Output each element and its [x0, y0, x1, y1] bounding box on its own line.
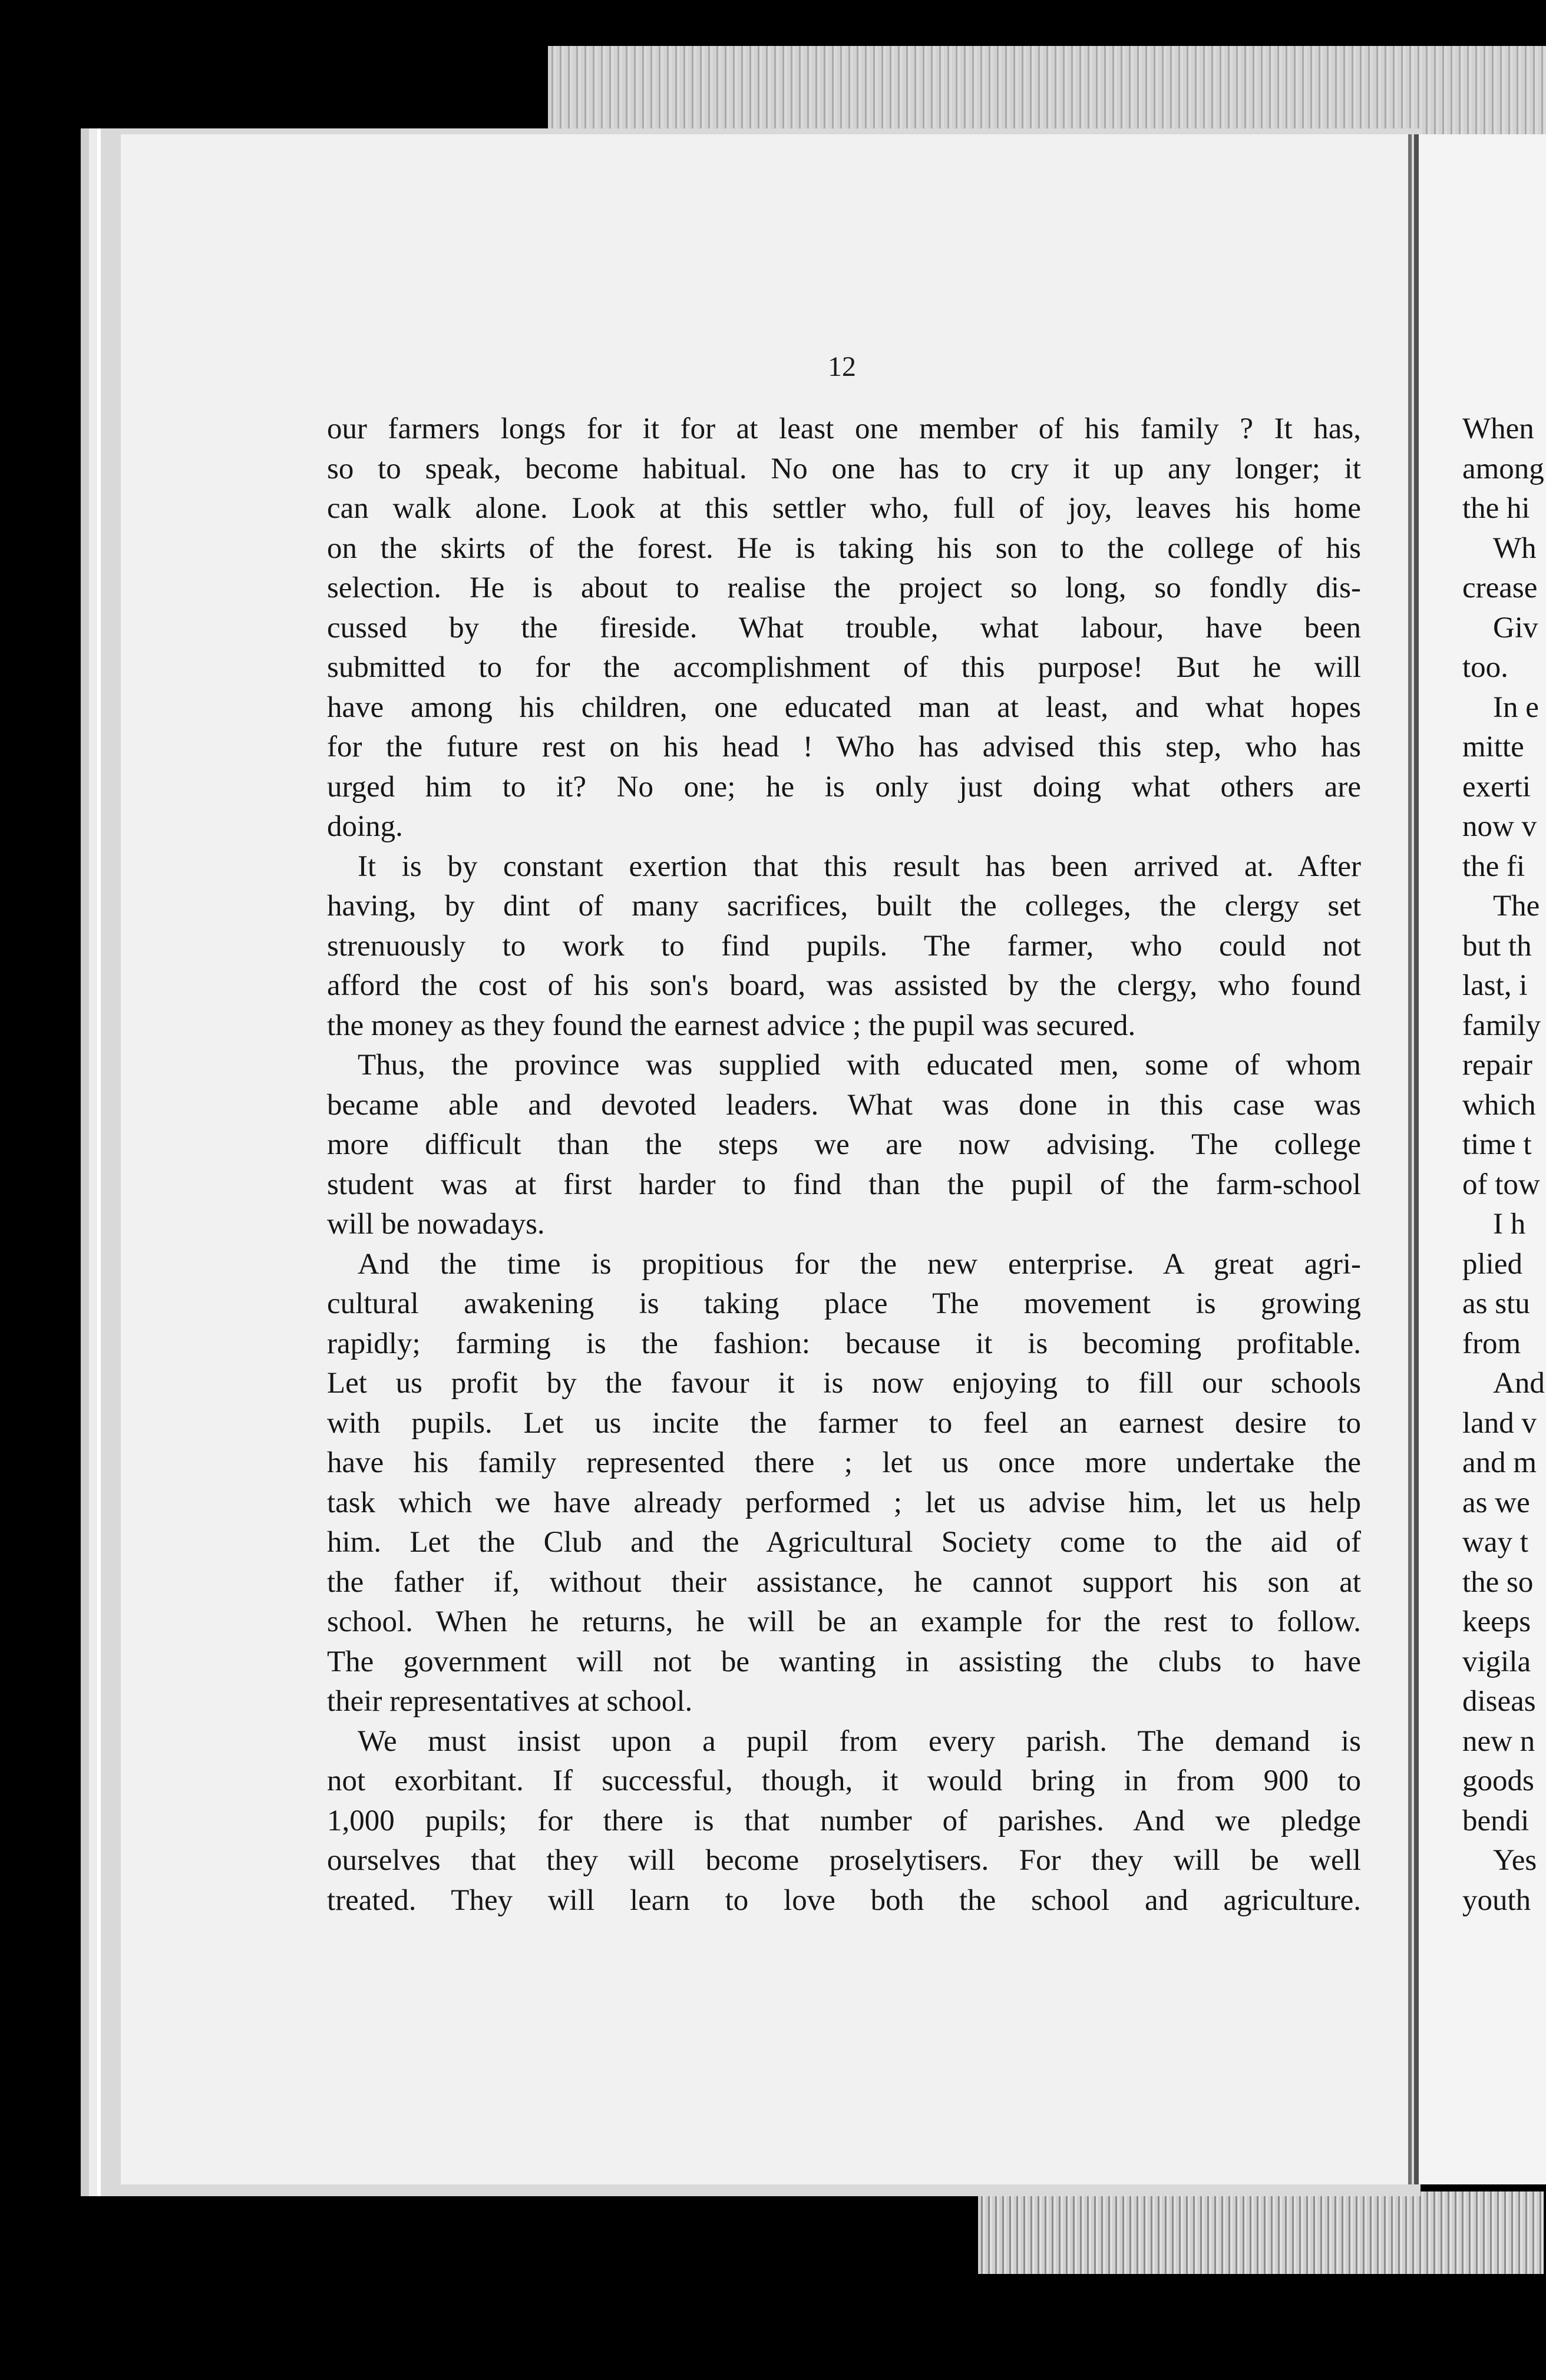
fragment-line: The — [1493, 890, 1540, 923]
text-line: the father if, without their assistance, he cannot support his son at — [327, 1565, 1361, 1599]
text-line: strenuously to work to find pupils. The farmer, who could not — [327, 929, 1361, 963]
fragment-line: plied — [1462, 1247, 1522, 1281]
text-line: so to speak, become habitual. No one has to cry it up any longer; it — [327, 452, 1361, 485]
text-line: afford the cost of his son's board, was assisted by the clergy, who found — [327, 969, 1361, 1002]
fragment-line: of tow — [1462, 1168, 1540, 1201]
text-line: Thus, the province was supplied with educated men, some of whom — [358, 1049, 1361, 1082]
text-line: And the time is propitious for the new enterprise. A great agri- — [358, 1247, 1361, 1281]
fragment-line: youth — [1462, 1883, 1531, 1917]
text-line: became able and devoted leaders. What was done in this case was — [327, 1088, 1361, 1122]
fragment-line: from — [1462, 1327, 1521, 1360]
fragment-line: goods — [1462, 1764, 1534, 1797]
text-line: ourselves that they will become proselytisers. For they will be well — [327, 1844, 1361, 1877]
fragment-line: as we — [1462, 1486, 1530, 1519]
text-line: 1,000 pupils; for there is that number of parishes. And we pledge — [327, 1804, 1361, 1837]
text-line: on the skirts of the forest. He is taking his son to the college of his — [327, 531, 1361, 565]
fragment-line: time t — [1462, 1128, 1532, 1161]
fragment-line: And — [1493, 1367, 1545, 1400]
text-line: The government will not be wanting in assisting the clubs to have — [327, 1645, 1361, 1678]
fragment-line: mitte — [1462, 730, 1524, 763]
text-line: having, by dint of many sacrifices, built the colleges, the clergy set — [327, 890, 1361, 923]
text-line: our farmers longs for it for at least one member of his family ? It has, — [327, 412, 1361, 445]
fragment-line: Yes — [1493, 1844, 1537, 1877]
page-body-text — [327, 409, 1361, 1920]
text-line: urged him to it? No one; he is only just doing what others are — [327, 770, 1361, 804]
text-line: selection. He is about to realise the project so long, so fondly dis- — [327, 571, 1361, 604]
fragment-line: Wh — [1493, 531, 1537, 565]
fragment-line: which — [1462, 1088, 1536, 1122]
text-line: not exorbitant. If successful, though, it would bring in from 900 to — [327, 1764, 1361, 1797]
text-line: can walk alone. Look at this settler who, full of joy, leaves his home — [327, 492, 1361, 525]
fragment-line: crease — [1462, 571, 1538, 604]
fragment-line: I h — [1493, 1208, 1526, 1241]
text-line: the money as they found the earnest advice ; the pupil was secured. — [327, 1009, 1136, 1042]
text-line: treated. They will learn to love both the school and agriculture. — [327, 1883, 1361, 1917]
text-line: will be nowadays. — [327, 1208, 545, 1241]
text-line: school. When he returns, he will be an example for the rest to follow. — [327, 1605, 1361, 1638]
text-line: It is by constant exertion that this result has been arrived at. After — [358, 849, 1361, 883]
fragment-line: too. — [1462, 651, 1508, 684]
fragment-line: last, i — [1462, 969, 1528, 1002]
fragment-line: now v — [1462, 810, 1537, 843]
fragment-line: repair — [1462, 1049, 1532, 1082]
fragment-line: the hi — [1462, 492, 1530, 525]
fragment-line: diseas — [1462, 1685, 1536, 1718]
text-line: task which we have already performed ; let us advise him, let us help — [327, 1486, 1361, 1519]
fragment-line: as stu — [1462, 1287, 1530, 1320]
right-page-text-fragments — [1462, 409, 1546, 1920]
text-line: cultural awakening is taking place The movement is growing — [327, 1287, 1361, 1320]
fragment-line: among — [1462, 452, 1544, 485]
fragment-line: exerti — [1462, 770, 1531, 804]
text-line: for the future rest on his head ! Who has advised this step, who has — [327, 730, 1361, 763]
fragment-line: land v — [1462, 1406, 1537, 1440]
fragment-line: vigila — [1462, 1645, 1531, 1678]
text-line: We must insist upon a pupil from every parish. The demand is — [358, 1724, 1361, 1758]
fragment-line: bendi — [1462, 1804, 1530, 1837]
fragment-line: the so — [1462, 1565, 1534, 1599]
text-line: rapidly; farming is the fashion: because it is becoming profitable. — [327, 1327, 1361, 1360]
fragment-line: Giv — [1493, 611, 1538, 644]
text-line: Let us profit by the favour it is now enjoying to fill our schools — [327, 1367, 1361, 1400]
page-number: 12 — [828, 351, 856, 382]
text-line: him. Let the Club and the Agricultural Society come to the aid of — [327, 1526, 1361, 1559]
fragment-line: When — [1462, 412, 1534, 445]
text-line: doing. — [327, 810, 403, 843]
text-line: have his family represented there ; let us once more undertake the — [327, 1446, 1361, 1479]
text-line: submitted to for the accomplishment of this purpose! But he will — [327, 651, 1361, 684]
binding-tape-bottom — [978, 2191, 1544, 2274]
fragment-line: keeps — [1462, 1605, 1531, 1638]
fragment-line: and m — [1462, 1446, 1537, 1479]
text-line: student was at first harder to find than the pupil of the farm-school — [327, 1168, 1361, 1201]
binding-tape-top — [548, 46, 1546, 134]
fragment-line: new n — [1462, 1724, 1535, 1758]
text-line: with pupils. Let us incite the farmer to feel an earnest desire to — [327, 1406, 1361, 1440]
text-line: more difficult than the steps we are now advising. The college — [327, 1128, 1361, 1161]
text-line: cussed by the fireside. What trouble, what labour, have been — [327, 611, 1361, 644]
fragment-line: In e — [1493, 690, 1539, 724]
fragment-line: family — [1462, 1009, 1541, 1042]
fragment-line: way t — [1462, 1526, 1528, 1559]
text-line: have among his children, one educated man at least, and what hopes — [327, 690, 1361, 724]
text-line: their representatives at school. — [327, 1685, 693, 1718]
fragment-line: but th — [1462, 929, 1532, 963]
fragment-line: the fi — [1462, 849, 1525, 883]
